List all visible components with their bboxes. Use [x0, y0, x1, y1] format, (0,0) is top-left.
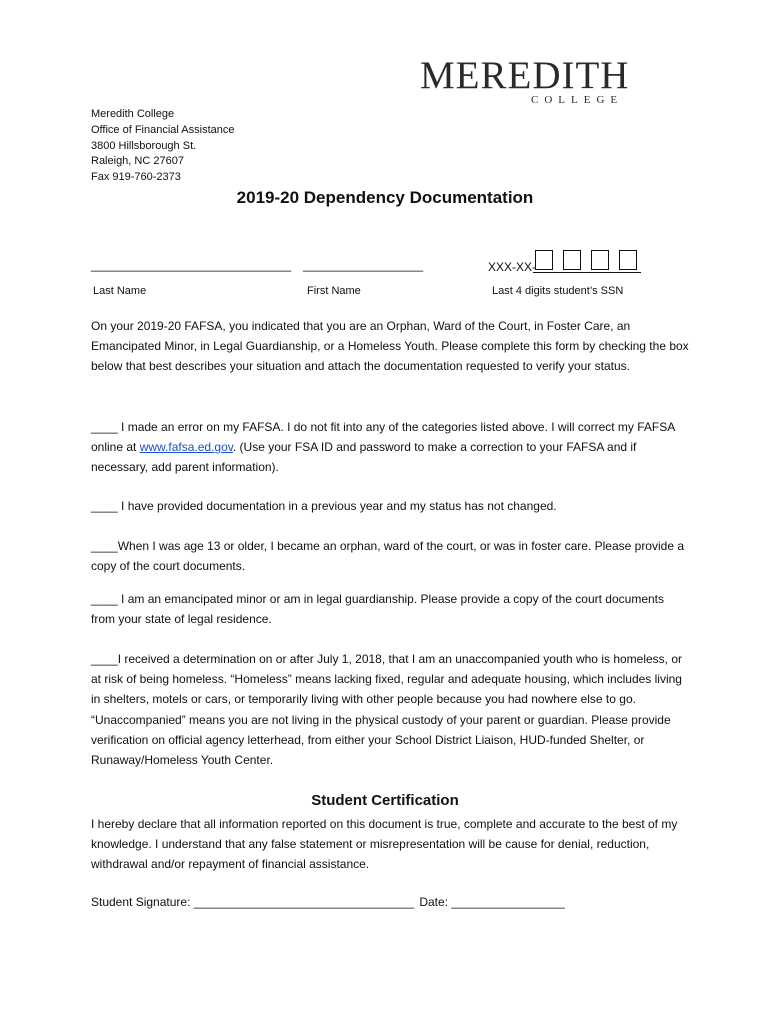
meredith-college-logo — [420, 56, 632, 108]
ssn-prefix: XXX-XX- — [488, 260, 537, 274]
logo-subtitle: COLLEGE — [531, 94, 624, 106]
address-line: Fax 919-760-2373 — [91, 171, 181, 184]
ssn-digit-box-2[interactable] — [563, 250, 581, 270]
option-fafsa-error-text-end: . (Use your FSA ID and password to make a correction to your FAFSA and if necessary, add parent information). — [91, 440, 637, 475]
signature-field[interactable]: _________________________________ — [193, 895, 414, 909]
date-field[interactable]: _________________ — [451, 895, 565, 909]
address-line: Raleigh, NC 27607 — [91, 155, 184, 168]
first-name-field[interactable]: __________________ — [303, 258, 424, 272]
address-line: 3800 Hillsborough St. — [91, 139, 197, 152]
last-name-field[interactable]: ______________________________ — [91, 258, 292, 272]
first-name-label: First Name — [307, 285, 361, 297]
ssn-digit-box-3[interactable] — [591, 250, 609, 270]
ssn-label: Last 4 digits student’s SSN — [492, 285, 624, 297]
ssn-digit-box-4[interactable] — [619, 250, 637, 270]
option-fafsa-error[interactable] — [91, 417, 691, 478]
logo-wordmark: MEREDITH — [420, 54, 630, 97]
office-address — [91, 107, 234, 186]
option-fafsa-error-text: ____ I made an error on my FAFSA. I do not fit into any of the categories listed above. I will correct my FAFSA online at — [91, 420, 675, 455]
certification-text: I hereby declare that all information reported on this document is true, complete and accurate to the best of my knowledge. I understand that any false statement or misrepresentation will be cause for denial, reduction, withdrawal and/or repayment of financial assistance. — [91, 817, 678, 872]
option-homeless-youth[interactable]: ____I received a determination on or after July 1, 2018, that I am an unaccompanied youth who is homeless, or at risk of being homeless. “Homeless” means lacking fixed, regular and adequate housing, which includes living in shelters, motels or cars, or temporarily living with other people because you had nowhere else to go. “Unaccompanied” means you are not living in the physical custody of your parent or guardian. Please provide verification on official agency letterhead, from either your School District Liaison, HUD-funded Shelter, or Runaway/Homeless Youth Center. — [91, 652, 683, 768]
date-label: Date: — [419, 895, 449, 909]
last-name-label: Last Name — [93, 285, 147, 297]
option-previous-year[interactable]: ____ I have provided documentation in a previous year and my status has not changed. — [91, 499, 557, 513]
fafsa-link[interactable]: www.fafsa.ed.gov — [139, 440, 233, 455]
option-emancipated-guardianship[interactable]: ____ I am an emancipated minor or am in legal guardianship. Please provide a copy of the court documents from your state of legal residence. — [91, 592, 664, 627]
certification-heading: Student Certification — [311, 792, 459, 809]
signature-row — [91, 895, 565, 909]
page-title: 2019-20 Dependency Documentation — [236, 188, 534, 207]
signature-label: Student Signature: — [91, 895, 191, 909]
address-line: Office of Financial Assistance — [91, 123, 235, 136]
address-line: Meredith College — [91, 108, 175, 120]
intro-paragraph: On your 2019-20 FAFSA, you indicated that you are an Orphan, Ward of the Court, in Foster Care, an Emancipated Minor, in Legal Guardianship, or a Homeless Youth. Please complete this form by checking the box below that best describes your situation and attach the documentation requested to verify your status. — [91, 319, 689, 374]
ssn-underline — [533, 272, 641, 273]
ssn-digit-box-1[interactable] — [535, 250, 553, 270]
option-orphan-ward-foster[interactable]: ____When I was age 13 or older, I became an orphan, ward of the court, or was in foster care. Please provide a copy of the court documents. — [91, 539, 685, 574]
